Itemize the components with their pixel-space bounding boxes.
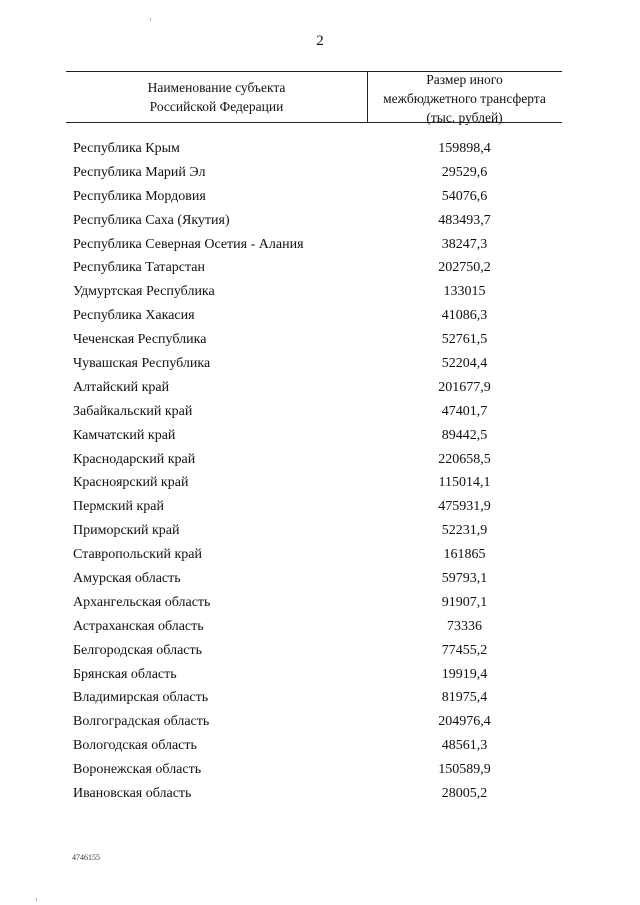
region-name: Чувашская Республика [73,356,211,372]
table-row [0,404,640,428]
table-row [0,332,640,356]
column-header-amount-line: межбюджетного трансферта [383,91,546,106]
table-row [0,452,640,476]
transfer-amount: 89442,5 [441,427,488,443]
transfer-amount: 41086,3 [441,308,488,324]
region-name: Республика Крым [73,141,180,156]
table-row [0,667,640,691]
table-row [0,165,640,189]
region-name: Ивановская область [73,786,192,802]
region-name: Алтайский край [73,379,170,395]
table-row [0,619,640,643]
region-name: Республика Хакасия [73,308,195,324]
transfer-amount: 52761,5 [441,332,488,348]
transfer-amount: 91907,1 [441,594,488,610]
transfer-amount: 19919,4 [441,666,488,682]
transfer-amount: 204976,4 [438,714,491,730]
region-name: Воронежская область [73,762,202,778]
transfer-amount: 28005,2 [441,786,488,802]
region-name: Ставропольский край [73,547,202,563]
region-name: Архангельская область [73,594,211,610]
table-row [0,213,640,237]
transfer-amount: 133015 [443,284,486,300]
table-row [0,260,640,284]
column-header-name-line: Наименование субъекта [147,80,286,95]
table-row [0,595,640,619]
table-row [0,786,640,810]
transfer-amount: 38247,3 [441,236,488,252]
transfer-amount: 59793,1 [441,571,488,587]
scan-mark [36,898,37,901]
column-header-amount-line: Размер иного [426,72,503,87]
region-name: Чеченская Республика [73,332,207,348]
table-row [0,380,640,404]
page-number: 2 [316,33,324,49]
transfer-amount: 475931,9 [438,499,491,515]
transfer-amount: 202750,2 [438,260,491,276]
table-row [0,523,640,547]
transfer-amount: 150589,9 [438,762,491,778]
column-header-name [66,78,367,116]
region-name: Республика Саха (Якутия) [73,212,230,228]
region-name: Республика Марий Эл [73,164,206,180]
region-name: Амурская область [73,571,181,587]
region-name: Республика Мордовия [73,188,206,204]
table-row [0,475,640,499]
table-row [0,738,640,762]
transfer-amount: 52231,9 [441,523,488,539]
column-header-amount [367,70,562,127]
column-header-amount-line: (тыс. рублей) [426,110,503,125]
transfer-amount: 159898,4 [438,141,491,156]
region-name: Республика Татарстан [73,260,206,276]
region-name: Пермский край [73,499,164,515]
region-name: Удмуртская Республика [73,284,215,300]
region-name: Красноярский край [73,475,189,491]
region-name: Белгородская область [73,642,203,658]
transfer-amount: 220658,5 [438,451,491,467]
table-row [0,284,640,308]
table-row [0,499,640,523]
region-name: Республика Северная Осетия - Алания [73,236,304,252]
table-row [0,428,640,452]
transfer-amount: 483493,7 [438,212,491,228]
table-row [0,690,640,714]
table-row [0,356,640,380]
transfer-amount: 54076,6 [441,188,488,204]
region-name: Забайкальский край [73,403,193,419]
table-row [0,141,640,165]
region-name: Камчатский край [73,427,176,443]
region-name: Вологодская область [73,738,197,754]
region-name: Волгоградская область [73,714,210,730]
table-body [0,141,640,810]
transfer-amount: 201677,9 [438,379,491,395]
table-row [0,237,640,261]
column-header-name-line: Российской Федерации [149,99,284,114]
table-row [0,643,640,667]
scan-mark [150,18,151,21]
region-name: Краснодарский край [73,451,196,467]
region-name: Владимирская область [73,690,209,706]
table-row [0,189,640,213]
transfer-amount: 52204,4 [441,356,488,372]
table-row [0,308,640,332]
table-row [0,762,640,786]
transfer-amount: 161865 [443,547,486,563]
region-name: Брянская область [73,666,177,682]
transfer-amount: 81975,4 [441,690,488,706]
document-code: 4746155 [72,853,100,862]
transfer-amount: 48561,3 [441,738,488,754]
transfer-amount: 73336 [447,618,482,634]
transfer-amount: 77455,2 [441,642,488,658]
table-row [0,547,640,571]
table-row [0,714,640,738]
transfer-amount: 47401,7 [441,403,488,419]
region-name: Астраханская область [73,618,204,634]
table-row [0,571,640,595]
region-name: Приморский край [73,523,180,539]
transfer-amount: 115014,1 [438,475,491,491]
transfer-amount: 29529,6 [441,164,488,180]
